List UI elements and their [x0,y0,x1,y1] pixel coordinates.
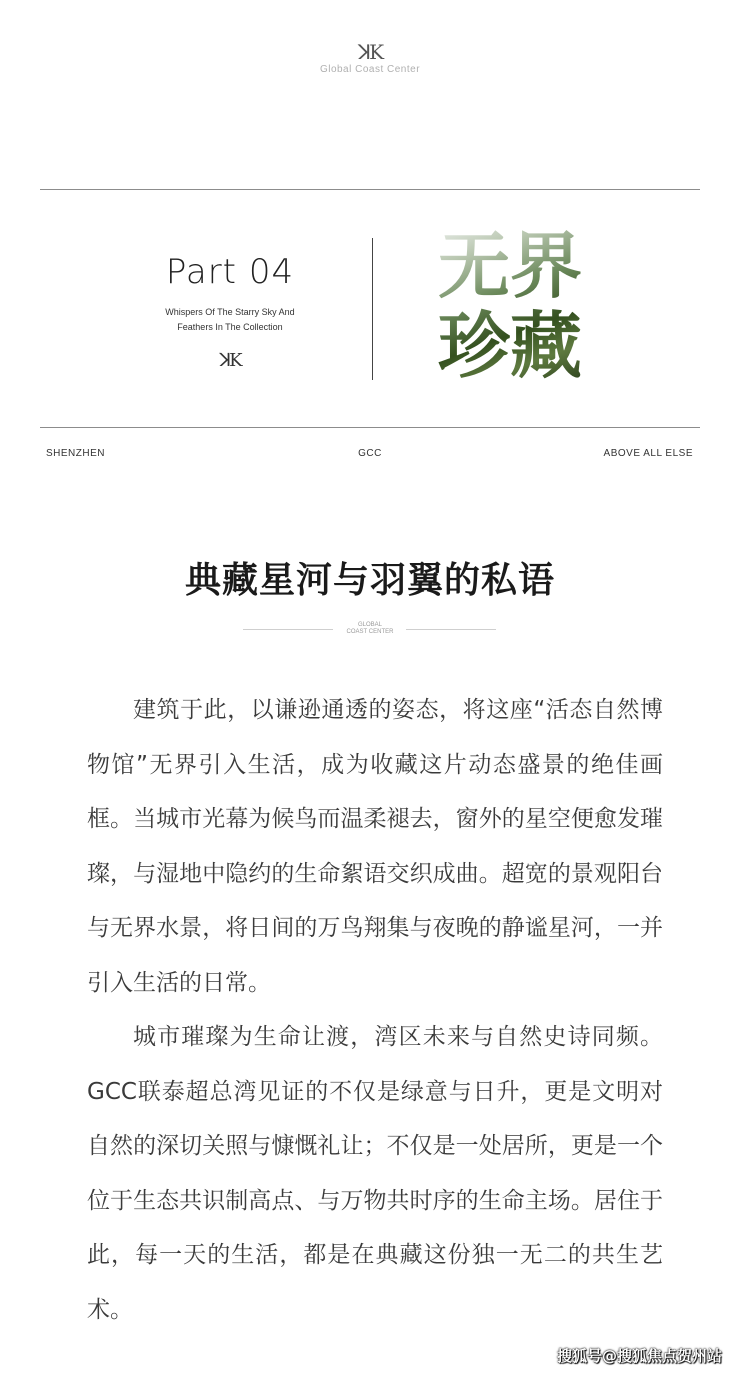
section-heading: 典藏星河与羽翼的私语 [184,559,555,601]
brand-logo-mark: ꓘK [357,40,383,64]
vertical-divider [372,238,373,380]
middle-divider-line [40,427,700,428]
brand-name: Global Coast Center [319,64,421,75]
part-big-title [438,223,598,388]
part-title: Part 04 [165,252,295,292]
part-subtitle [140,305,320,335]
top-divider-line [40,189,700,190]
meta-slogan: ABOVE ALL ELSE [603,448,693,459]
source-watermark: 搜狐号@搜狐焦点贺州站 [556,1347,722,1365]
part-subtitle-line1: Whispers Of The Starry Sky And [165,307,295,317]
article-paragraph-1: 建筑于此，以谦逊通透的姿态，将这座“活态自然博物馆”无界引入生活，成为收藏这片动态盛景的绝佳画框。当城市光幕为候鸟而温柔褪去，窗外的星空便愈发璀璨，与湿地中隐约的生命絮语交织成曲。超宽的景观阳台与无界水景，将日间的万鸟翔集与夜晚的静谧星河，一并引入生活的日常。 [87,697,663,996]
meta-brand: GCC [358,448,382,459]
divider-label-line1: GLOBAL [357,622,382,628]
meta-location: SHENZHEN [46,448,106,459]
article-paragraph-2: 城市璀璨为生命让渡，湾区未来与自然史诗同频。GCC联泰超总湾见证的不仅是绿意与日升，更是文明对自然的深切关照与慷慨礼让；不仅是一处居所，更是一个位于生态共识制高点、与万物共时序的生命主场。居住于此，每一天的生活，都是在典藏这份独一无二的共生艺术。 [87,1024,663,1323]
part-subtitle-line2: Feathers In The Collection [177,322,283,332]
big-title-line1: 无界 [438,223,583,308]
big-title-line2: 珍藏 [438,303,583,388]
part-logo-mark: ꓘK [219,350,241,371]
divider-label-line2: COAST CENTER [346,629,394,635]
article-body [87,683,663,1337]
heading-divider-label [0,622,740,636]
